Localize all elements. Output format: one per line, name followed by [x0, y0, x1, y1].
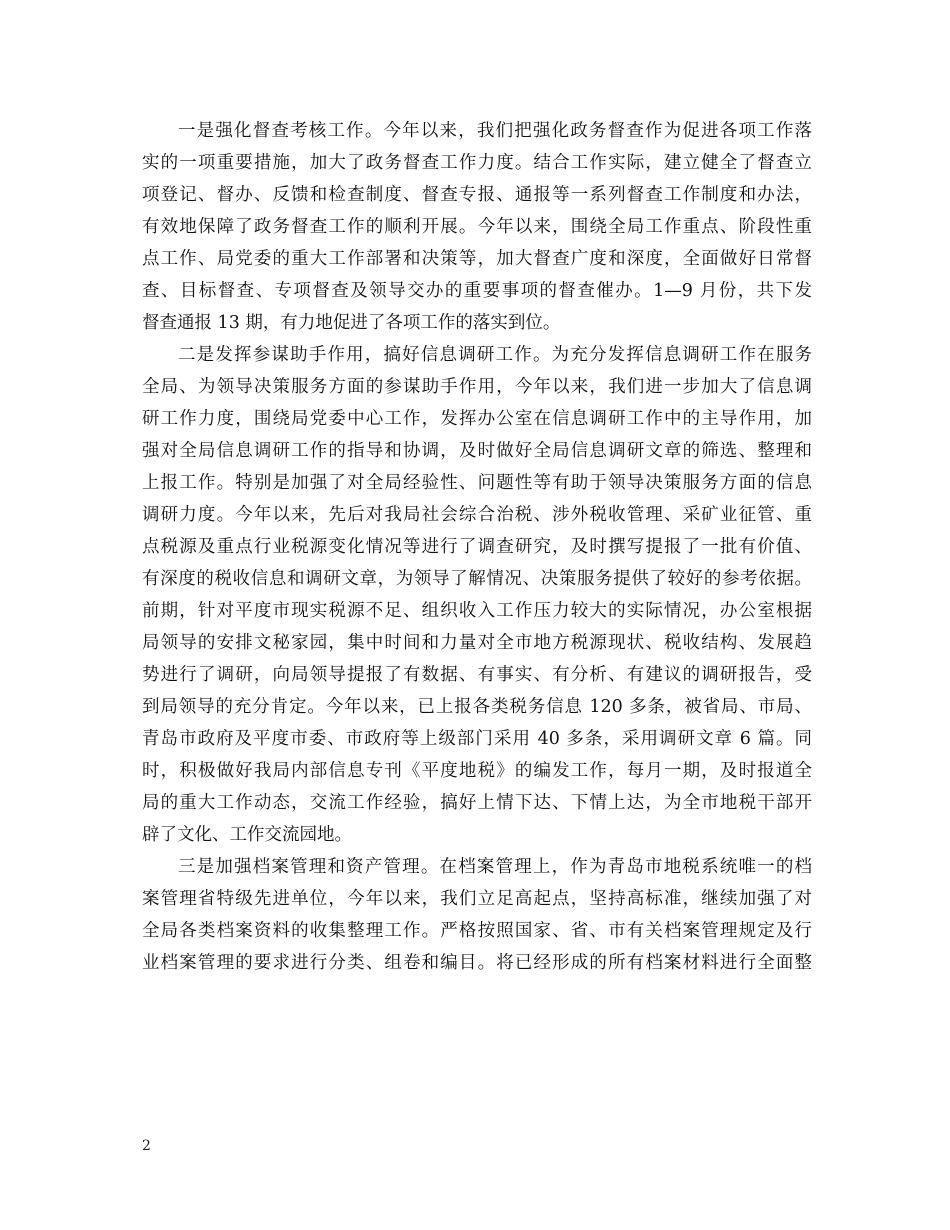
text-line: 到局领导的充分肯定。今年以来，已上报各类税务信息 120 多条，被省局、市局、 — [142, 697, 812, 717]
text-line: 全局、为领导决策服务方面的参谋助手作用，今年以来，我们进一步加大了信息调 — [142, 377, 812, 397]
text-line: 点税源及重点行业税源变化情况等进行了调查研究，及时撰写提报了一批有价值、 — [142, 537, 812, 557]
text-line: 二是发挥参谋助手作用，搞好信息调研工作。为充分发挥信息调研工作在服务 — [178, 345, 812, 365]
text-line: 一是强化督查考核工作。今年以来，我们把强化政务督查作为促进各项工作落 — [178, 121, 812, 141]
text-line: 项登记、督办、反馈和检查制度、督查专报、通报等一系列督查工作制度和办法， — [142, 185, 812, 205]
text-line: 强对全局信息调研工作的指导和协调，及时做好全局信息调研文章的筛选、整理和 — [142, 441, 812, 461]
text-line: 上报工作。特别是加强了对全局经验性、问题性等有助于领导决策服务方面的信息 — [142, 473, 812, 493]
text-line: 青岛市政府及平度市委、市政府等上级部门采用 40 多条，采用调研文章 6 篇。同 — [142, 729, 812, 749]
text-line: 三是加强档案管理和资产管理。在档案管理上，作为青岛市地税系统唯一的档 — [178, 857, 812, 877]
text-line: 案管理省特级先进单位，今年以来，我们立足高起点，坚持高标准，继续加强了对 — [142, 889, 812, 909]
paragraph-1 — [142, 115, 812, 339]
text-line: 研工作力度，围绕局党委中心工作，发挥办公室在信息调研工作中的主导作用，加 — [142, 409, 812, 429]
text-line: 全局各类档案资料的收集整理工作。严格按照国家、省、市有关档案管理规定及行 — [142, 921, 812, 941]
text-line: 实的一项重要措施，加大了政务督查工作力度。结合工作实际，建立健全了督查立 — [142, 153, 812, 173]
text-line: 势进行了调研，向局领导提报了有数据、有事实、有分析、有建议的调研报告，受 — [142, 665, 812, 685]
text-line: 调研力度。今年以来，先后对我局社会综合治税、涉外税收管理、采矿业征管、重 — [142, 505, 812, 525]
text-line: 业档案管理的要求进行分类、组卷和编目。将已经形成的所有档案材料进行全面整 — [142, 953, 812, 973]
text-line: 辟了文化、工作交流园地。 — [142, 825, 352, 845]
text-line: 时，积极做好我局内部信息专刊《平度地税》的编发工作，每月一期，及时报道全 — [142, 761, 812, 781]
text-line: 有效地保障了政务督查工作的顺利开展。今年以来，围绕全局工作重点、阶段性重 — [142, 217, 812, 237]
page-number: 2 — [142, 1138, 151, 1154]
text-line: 局领导的安排文秘家园，集中时间和力量对全市地方税源现状、税收结构、发展趋 — [142, 633, 812, 653]
text-line: 前期，针对平度市现实税源不足、组织收入工作压力较大的实际情况，办公室根据 — [142, 601, 812, 621]
document-body — [142, 115, 812, 979]
text-line: 局的重大工作动态，交流工作经验，搞好上情下达、下情上达，为全市地税干部开 — [142, 793, 812, 813]
text-line: 督查通报 13 期，有力地促进了各项工作的落实到位。 — [142, 313, 561, 333]
paragraph-3 — [142, 851, 812, 979]
paragraph-2 — [142, 339, 812, 851]
text-line: 查、目标督查、专项督查及领导交办的重要事项的督查催办。1—9 月份，共下发 — [142, 281, 812, 301]
text-line: 点工作、局党委的重大工作部署和决策等，加大督查广度和深度，全面做好日常督 — [142, 249, 812, 269]
text-line: 有深度的税收信息和调研文章，为领导了解情况、决策服务提供了较好的参考依据。 — [142, 569, 812, 589]
